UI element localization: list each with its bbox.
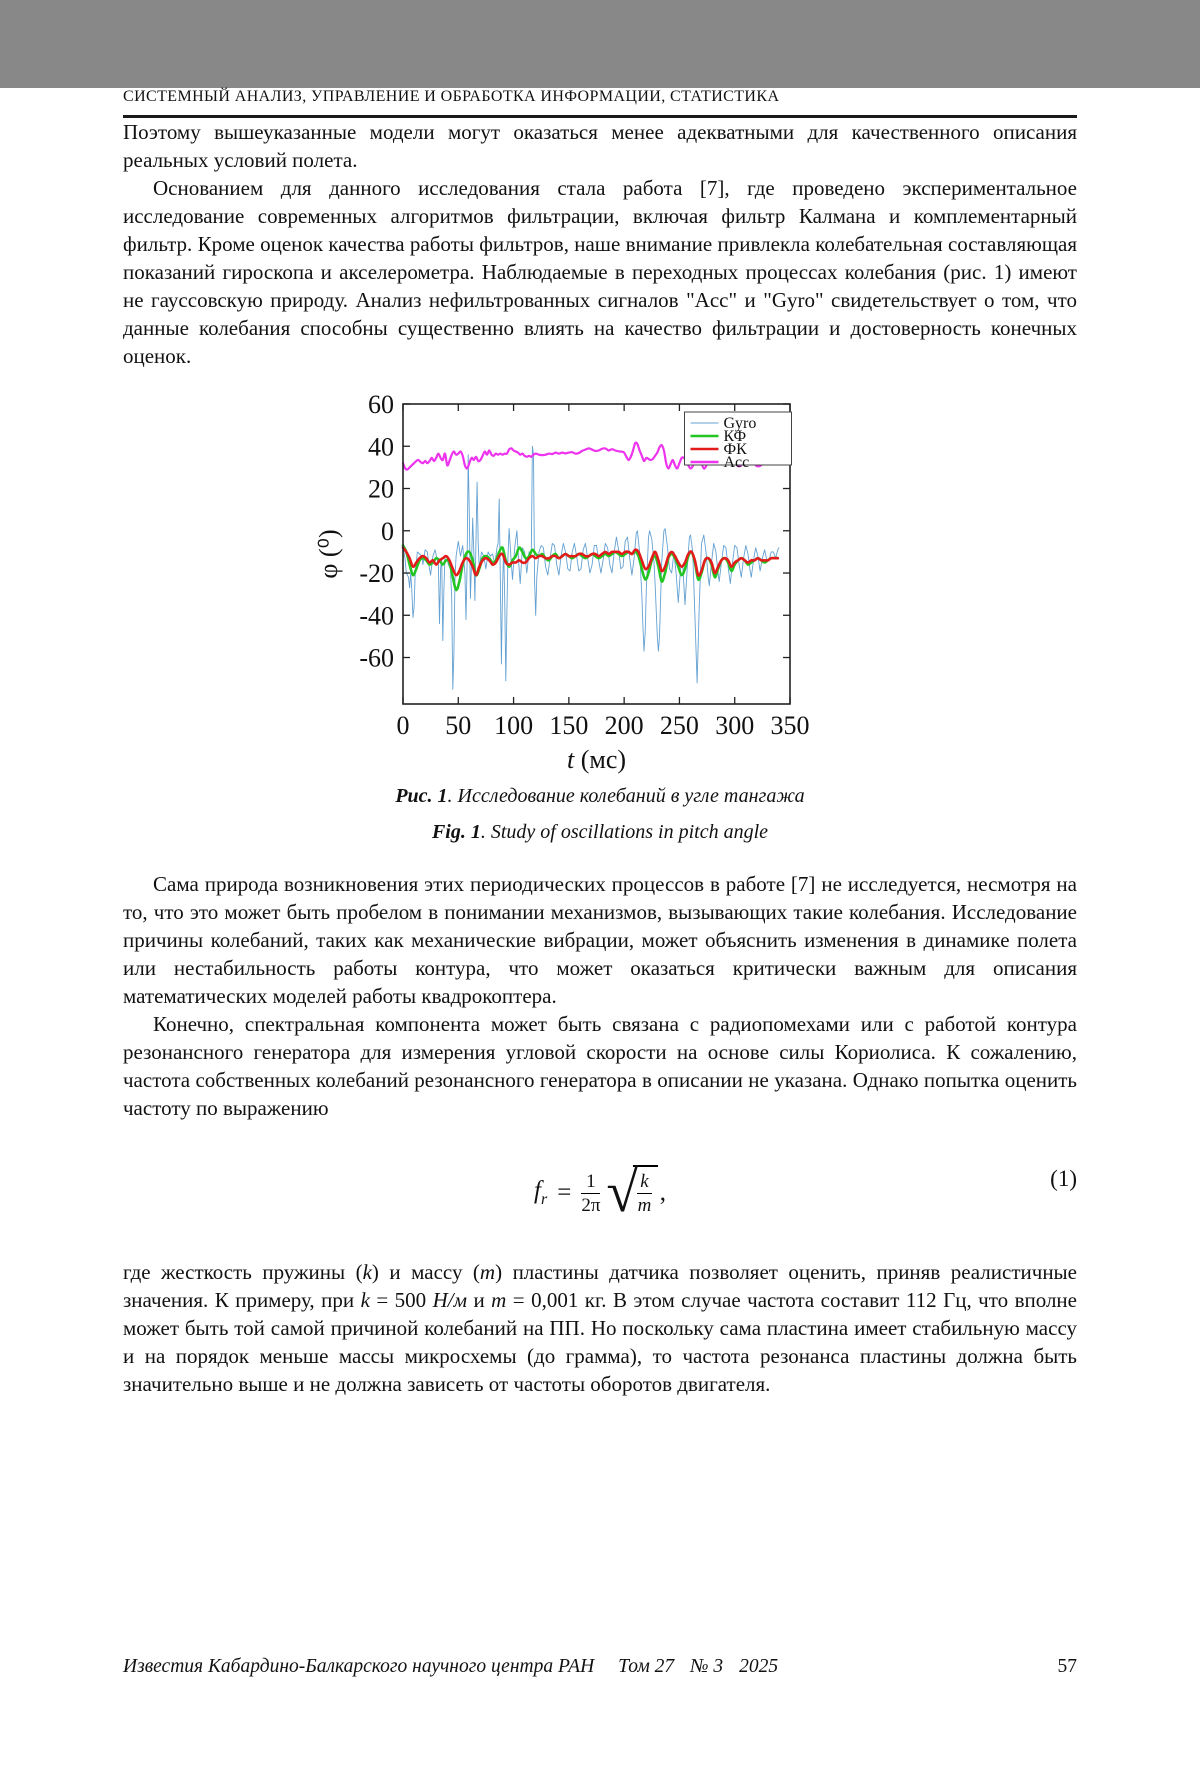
svg-text:20: 20 [368, 474, 394, 504]
svg-text:150: 150 [549, 711, 589, 740]
svg-text:-20: -20 [359, 559, 394, 589]
svg-text:t (мс): t (мс) [566, 745, 627, 774]
article-body-2 [123, 870, 1077, 1122]
journal-issue: № 3 [690, 1656, 724, 1677]
paragraph-2: Основанием для данного исследования стала работа [7], где проведено экспериментальное исследование современных алгоритмов фильтрации, включая фильтр Калмана и комплементарный фильтр. Кроме оценок качества работы фильтров, наше внимание привлекла колебательная составляющая показаний гироскопа и акселерометра. Наблюдаемые в переходных процессах колебания (рис. 1) имеют не гауссовскую природу. Анализ нефильтрованных сигналов "Acc" и "Gyro" свидетельствует о том, что данные колебания способны существенно влиять на качество фильтрации и достоверность конечных оценок. [123, 176, 1077, 368]
svg-text:Acc: Acc [723, 454, 750, 471]
svg-text:КФ: КФ [723, 428, 747, 445]
svg-text:0: 0 [381, 516, 394, 546]
svg-text:100: 100 [494, 711, 534, 740]
equals-sign: = [557, 1179, 572, 1206]
formula-comma: , [659, 1179, 666, 1206]
figure-caption-en-label: Fig. 1 [431, 821, 481, 843]
svg-text:φ (⁰): φ (⁰) [314, 529, 343, 579]
paper-page [0, 88, 1200, 1785]
figure-caption-en-text: . Study of oscillations in pitch angle [480, 821, 769, 843]
journal-year: 2025 [739, 1656, 779, 1677]
svg-text:250: 250 [659, 711, 699, 740]
paragraph-1: Поэтому вышеуказанные модели могут оказаться менее адекватными для качественного описания реальных условий полета. [123, 120, 1077, 172]
article-body [123, 118, 1077, 370]
figure-caption-ru-label: Рис. 1 [395, 785, 448, 807]
svg-text:ФК: ФК [723, 441, 747, 458]
paragraph-5: где жесткость пружины (k) и массу (m) пластины датчика позволяет оценить, приняв реалистичные значения. К примеру, при k = 500 Н/м и m = 0,001 кг. В этом случае частота составит 112 Гц, что вполне может быть той самой причиной колебаний на ПП. Но поскольку сама пластина имеет стабильную массу и на порядок меньше массы микросхемы (до грамма), то частота резонанса пластины должна быть значительно выше и не должна зависеть от частоты оборотов двигателя. [123, 1260, 1077, 1396]
figure-caption-en [0, 820, 1200, 844]
svg-text:60: 60 [368, 390, 394, 419]
equation-number: (1) [1050, 1166, 1077, 1191]
equation-lhs: $f_r$ [534, 1177, 548, 1208]
figure-caption-ru-text: . Исследование колебаний в угле тангажа [447, 785, 805, 807]
svg-text:40: 40 [368, 432, 394, 462]
svg-text:350: 350 [770, 711, 810, 740]
running-head: СИСТЕМНЫЙ АНАЛИЗ, УПРАВЛЕНИЕ И ОБРАБОТКА ИНФОРМАЦИИ, СТАТИСТИКА [123, 88, 1077, 118]
journal-title: Известия Кабардино-Балкарского научного центра РАН [123, 1656, 595, 1677]
svg-text:300: 300 [715, 711, 755, 740]
figure-caption-ru [0, 784, 1200, 808]
page-number: 57 [1057, 1656, 1077, 1677]
radical [606, 1159, 657, 1224]
equation-1 [123, 1152, 1077, 1234]
svg-text:0: 0 [396, 711, 410, 740]
svg-text:50: 50 [445, 711, 472, 740]
paragraph-4: Конечно, спектральная компонента может быть связана с радиопомехами или с работой контура резонансного генератора для измерения угловой скорости на основе силы Кориолиса. К сожалению, частота собственных колебаний резонансного генератора в описании не указана. Однако попытка оценить частоту по выражению [123, 1012, 1077, 1120]
svg-text:-40: -40 [359, 601, 394, 631]
svg-text:200: 200 [604, 711, 644, 740]
radical-sign-icon: √ [606, 1159, 639, 1224]
svg-text:Gyro: Gyro [723, 415, 757, 432]
paragraph-3: Сама природа возникновения этих периодических процессов в работе [7] не исследуется, несмотря на то, что это может быть пробелом в понимании механизмов, вызывающих такие колебания. Исследование причины колебаний, таких как механические вибрации, может объяснить изменения в динамике полета или нестабильность работы контура, что может оказаться критически важным для описания математических моделей работы квадрокоптера. [123, 872, 1077, 1008]
journal-volume: Том 27 [618, 1656, 675, 1677]
page-footer [123, 1656, 1077, 1678]
coefficient-fraction: $\frac{1}{2\pi}$ [581, 1170, 601, 1216]
radicand-fraction: $\frac{k}{m}$ [637, 1171, 652, 1216]
article-body-3 [123, 1258, 1077, 1398]
equation-1-body [534, 1159, 666, 1224]
journal-line [123, 1656, 778, 1678]
pitch-chart [311, 388, 810, 774]
svg-text:-60: -60 [359, 643, 394, 673]
figure-1 [0, 388, 1156, 772]
